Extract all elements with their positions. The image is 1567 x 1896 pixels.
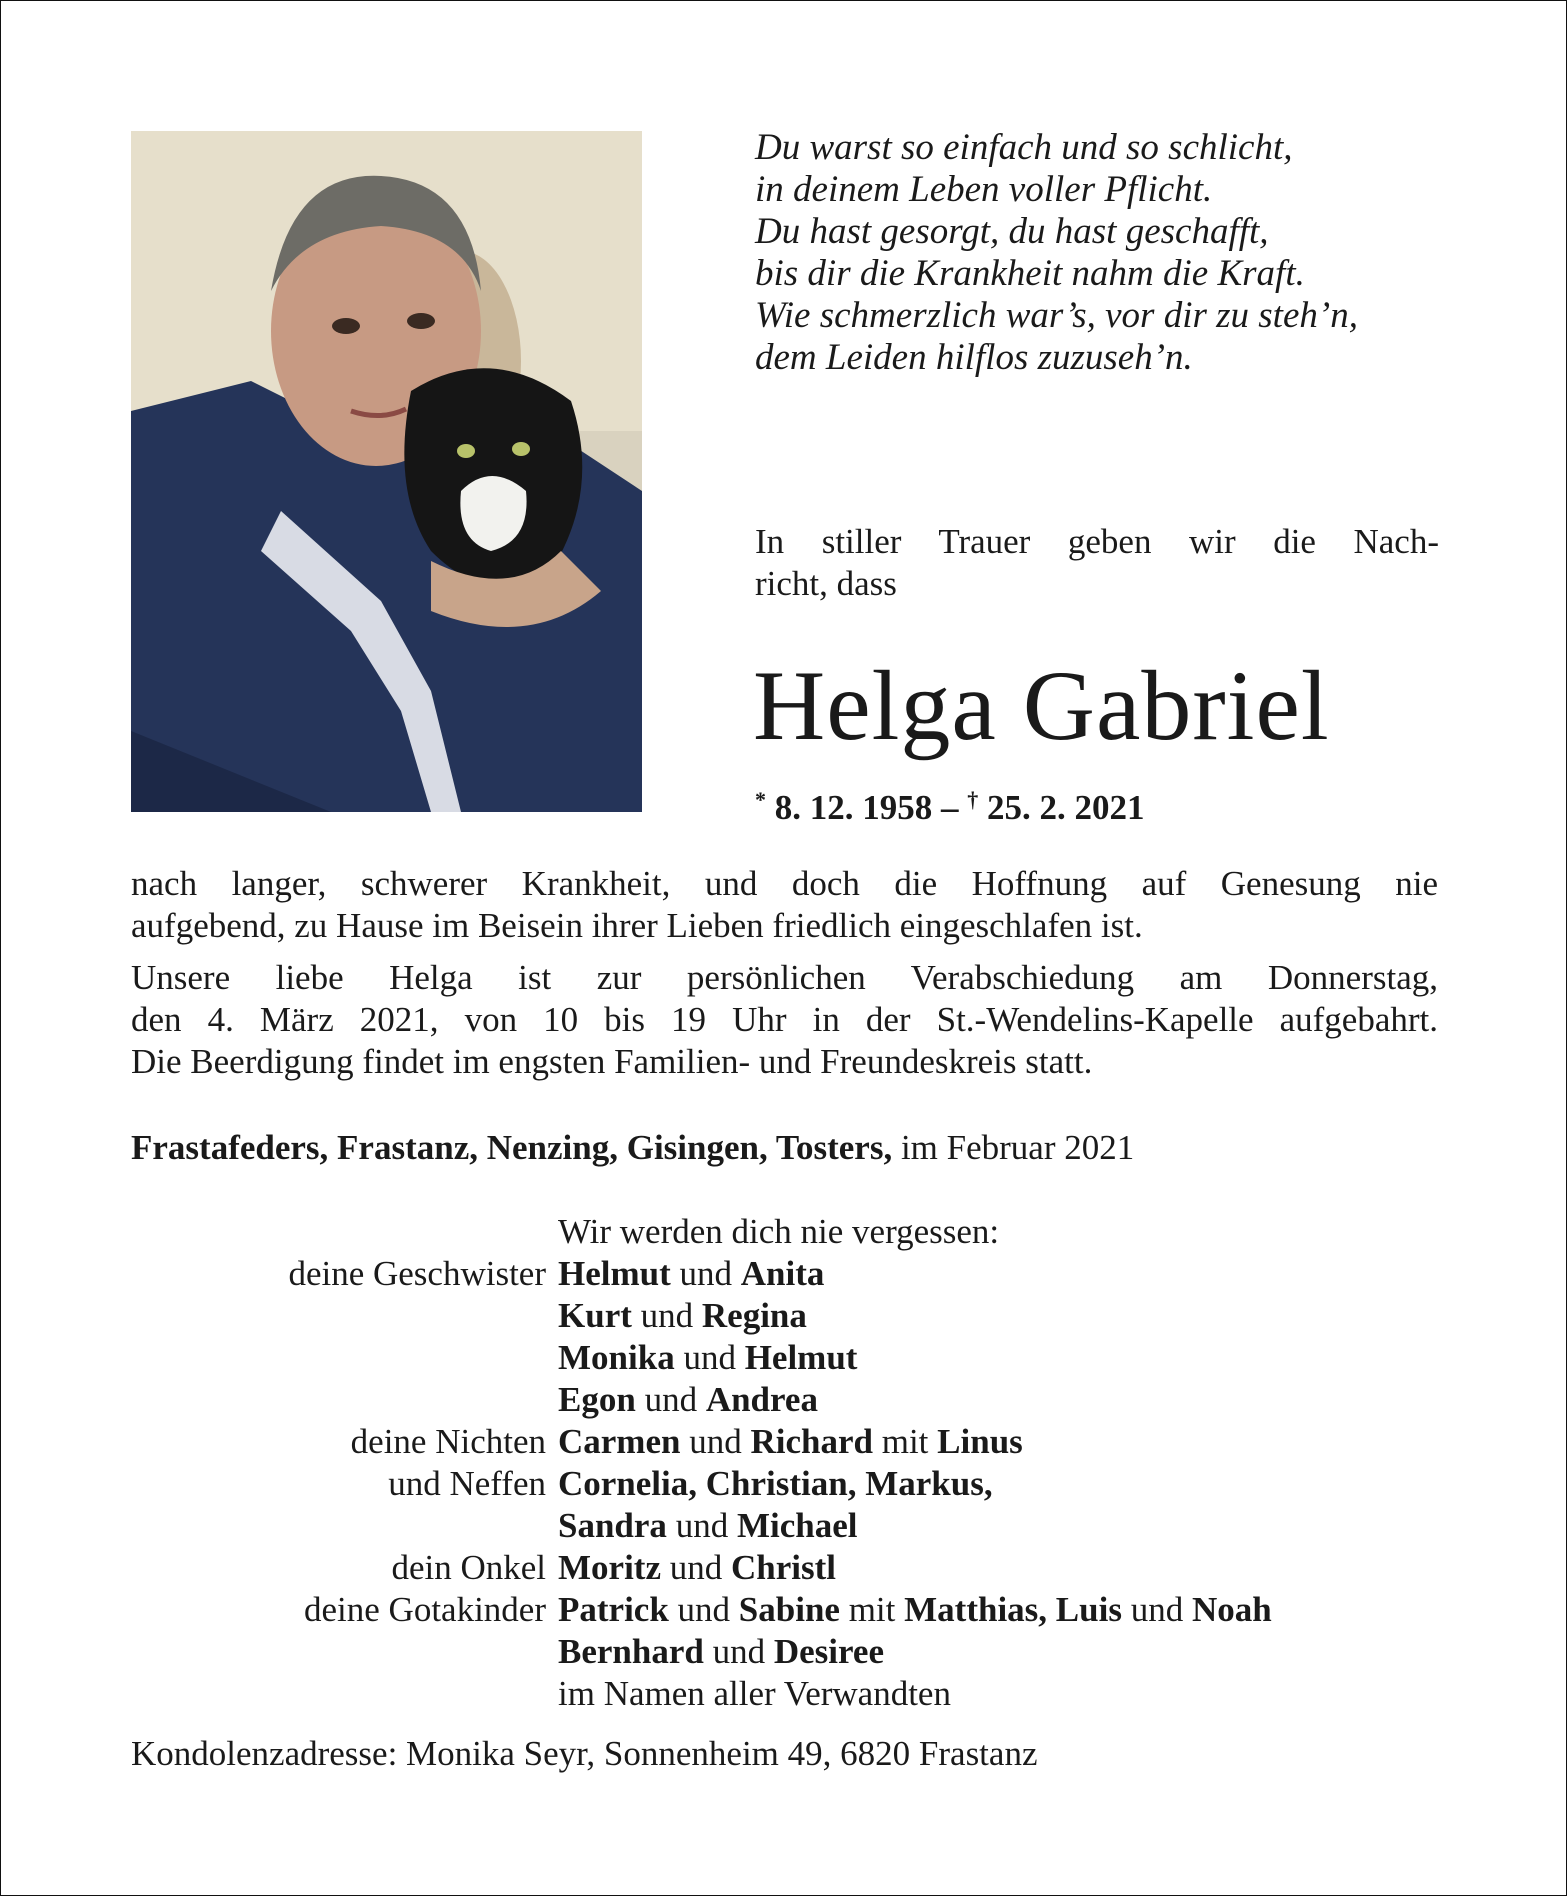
paragraph-line: aufgebend, zu Hause im Beisein ihrer Lieben friedlich eingeschlafen ist. — [131, 906, 1143, 945]
family-member-name: Regina — [701, 1296, 807, 1335]
deceased-name: Helga Gabriel — [753, 650, 1330, 761]
family-relation — [131, 1673, 558, 1715]
birth-date: 8. 12. 1958 — [774, 788, 933, 827]
family-row — [131, 1631, 1471, 1673]
family-connector: und — [668, 1590, 739, 1629]
family-connector: mit — [872, 1422, 938, 1461]
family-row — [131, 1589, 1471, 1631]
family-row — [131, 1379, 1471, 1421]
family-member-name: Patrick — [558, 1590, 669, 1629]
poem-line: in deinem Leben voller Pflicht. — [755, 169, 1213, 210]
intro-line: richt, dass — [755, 564, 897, 603]
date-separator: – — [941, 788, 959, 827]
poem-line: Du warst so einfach und so schlicht, — [755, 127, 1293, 168]
family-names — [558, 1589, 1272, 1631]
paragraph-line: Unsere liebe Helga ist zur persönlichen Verabschiedung am Donnerstag, — [131, 958, 1438, 997]
family-member-name: Bernhard — [558, 1632, 704, 1671]
family-member-name: Anita — [740, 1254, 825, 1293]
family-list — [131, 1211, 1471, 1715]
family-connector: und — [674, 1338, 745, 1377]
family-connector: und — [1121, 1590, 1192, 1629]
paragraph-line: Die Beerdigung findet im engsten Familien- und Freundeskreis statt. — [131, 1042, 1093, 1081]
family-member-name: Monika — [558, 1338, 675, 1377]
family-row — [131, 1505, 1471, 1547]
family-relation — [131, 1295, 558, 1337]
place-names: Frastafeders, Frastanz, Nenzing, Gisingen, Tosters, — [131, 1128, 893, 1167]
birth-symbol: * — [755, 787, 766, 812]
family-member-name: Linus — [937, 1422, 1023, 1461]
family-names — [558, 1547, 836, 1589]
family-row — [131, 1547, 1471, 1589]
poem-line: dem Leiden hilflos zuzuseh’n. — [755, 337, 1193, 378]
family-heading-row — [131, 1211, 1471, 1253]
family-connector: mit — [839, 1590, 905, 1629]
family-relation — [131, 1211, 558, 1253]
family-member-name: Moritz — [558, 1548, 661, 1587]
condolence-address: Kondolenzadresse: Monika Seyr, Sonnenheim 49, 6820 Frastanz — [131, 1734, 1038, 1773]
family-names — [558, 1337, 857, 1379]
family-member-name: Andrea — [705, 1380, 818, 1419]
family-row — [131, 1337, 1471, 1379]
intro-line: In stiller Trauer geben wir die Nach- — [755, 522, 1439, 561]
family-connector: und — [660, 1548, 731, 1587]
family-member-name: Kurt — [558, 1296, 632, 1335]
notice-date: im Februar 2021 — [900, 1128, 1135, 1167]
family-names — [558, 1253, 824, 1295]
places-line — [131, 1127, 1134, 1169]
poem-line: Wie schmerzlich war’s, vor dir zu steh’n, — [755, 295, 1358, 336]
family-relation — [131, 1505, 558, 1547]
family-names — [558, 1505, 857, 1547]
family-relation: und Neffen — [388, 1464, 546, 1503]
portrait-illustration — [131, 131, 642, 812]
family-member-name: Sandra — [558, 1506, 667, 1545]
family-row — [131, 1673, 1471, 1715]
family-relation — [131, 1631, 558, 1673]
family-member-name: Michael — [736, 1506, 858, 1545]
poem-line: Du hast gesorgt, du hast geschafft, — [755, 211, 1269, 252]
family-member-name: Desiree — [773, 1632, 884, 1671]
family-rows — [131, 1253, 1471, 1715]
family-member-name: Matthias, Luis — [904, 1590, 1122, 1629]
family-names — [558, 1673, 951, 1715]
family-row — [131, 1463, 1471, 1505]
family-names — [558, 1631, 884, 1673]
family-names — [558, 1421, 1023, 1463]
poem-line: bis dir die Krankheit nahm die Kraft. — [755, 253, 1305, 294]
paragraph-line: nach langer, schwerer Krankheit, und doch die Hoffnung auf Genesung nie — [131, 864, 1438, 903]
family-member-name: Carmen — [558, 1422, 681, 1461]
family-member-name: Egon — [558, 1380, 636, 1419]
death-notice-paragraph — [131, 863, 1438, 947]
family-names — [558, 1463, 993, 1505]
family-connector: und — [631, 1296, 702, 1335]
family-member-name: Cornelia, Christian, Markus, — [558, 1464, 993, 1503]
family-row — [131, 1295, 1471, 1337]
funeral-paragraph — [131, 957, 1438, 1083]
death-symbol: † — [967, 787, 979, 812]
family-connector: und — [666, 1506, 737, 1545]
family-member-name: Helmut — [558, 1254, 671, 1293]
family-member-name: Noah — [1191, 1590, 1272, 1629]
family-relation: dein Onkel — [391, 1548, 546, 1587]
family-relation — [131, 1337, 558, 1379]
family-connector: und — [680, 1422, 751, 1461]
family-row — [131, 1253, 1471, 1295]
family-heading: Wir werden dich nie vergessen: — [558, 1212, 1000, 1251]
portrait-photo — [131, 131, 642, 812]
family-row — [131, 1421, 1471, 1463]
family-member-name: Helmut — [744, 1338, 858, 1377]
family-relation: deine Geschwister — [288, 1254, 546, 1293]
family-connector: und — [703, 1632, 774, 1671]
poem — [755, 127, 1475, 379]
family-connector: und — [635, 1380, 706, 1419]
family-connector: und — [670, 1254, 741, 1293]
family-names — [558, 1379, 818, 1421]
family-connector: im Namen aller Verwandten — [558, 1674, 951, 1713]
family-member-name: Christl — [730, 1548, 836, 1587]
family-relation: deine Gotakinder — [304, 1590, 546, 1629]
intro-text — [755, 521, 1439, 605]
family-relation — [131, 1379, 558, 1421]
paragraph-line: den 4. März 2021, von 10 bis 19 Uhr in der St.-Wendelins-Kapelle aufgebahrt. — [131, 1000, 1438, 1039]
family-member-name: Sabine — [738, 1590, 840, 1629]
life-dates — [755, 779, 1145, 829]
family-relation: deine Nichten — [350, 1422, 546, 1461]
death-date: 25. 2. 2021 — [987, 788, 1145, 827]
family-member-name: Richard — [750, 1422, 873, 1461]
family-names — [558, 1295, 807, 1337]
